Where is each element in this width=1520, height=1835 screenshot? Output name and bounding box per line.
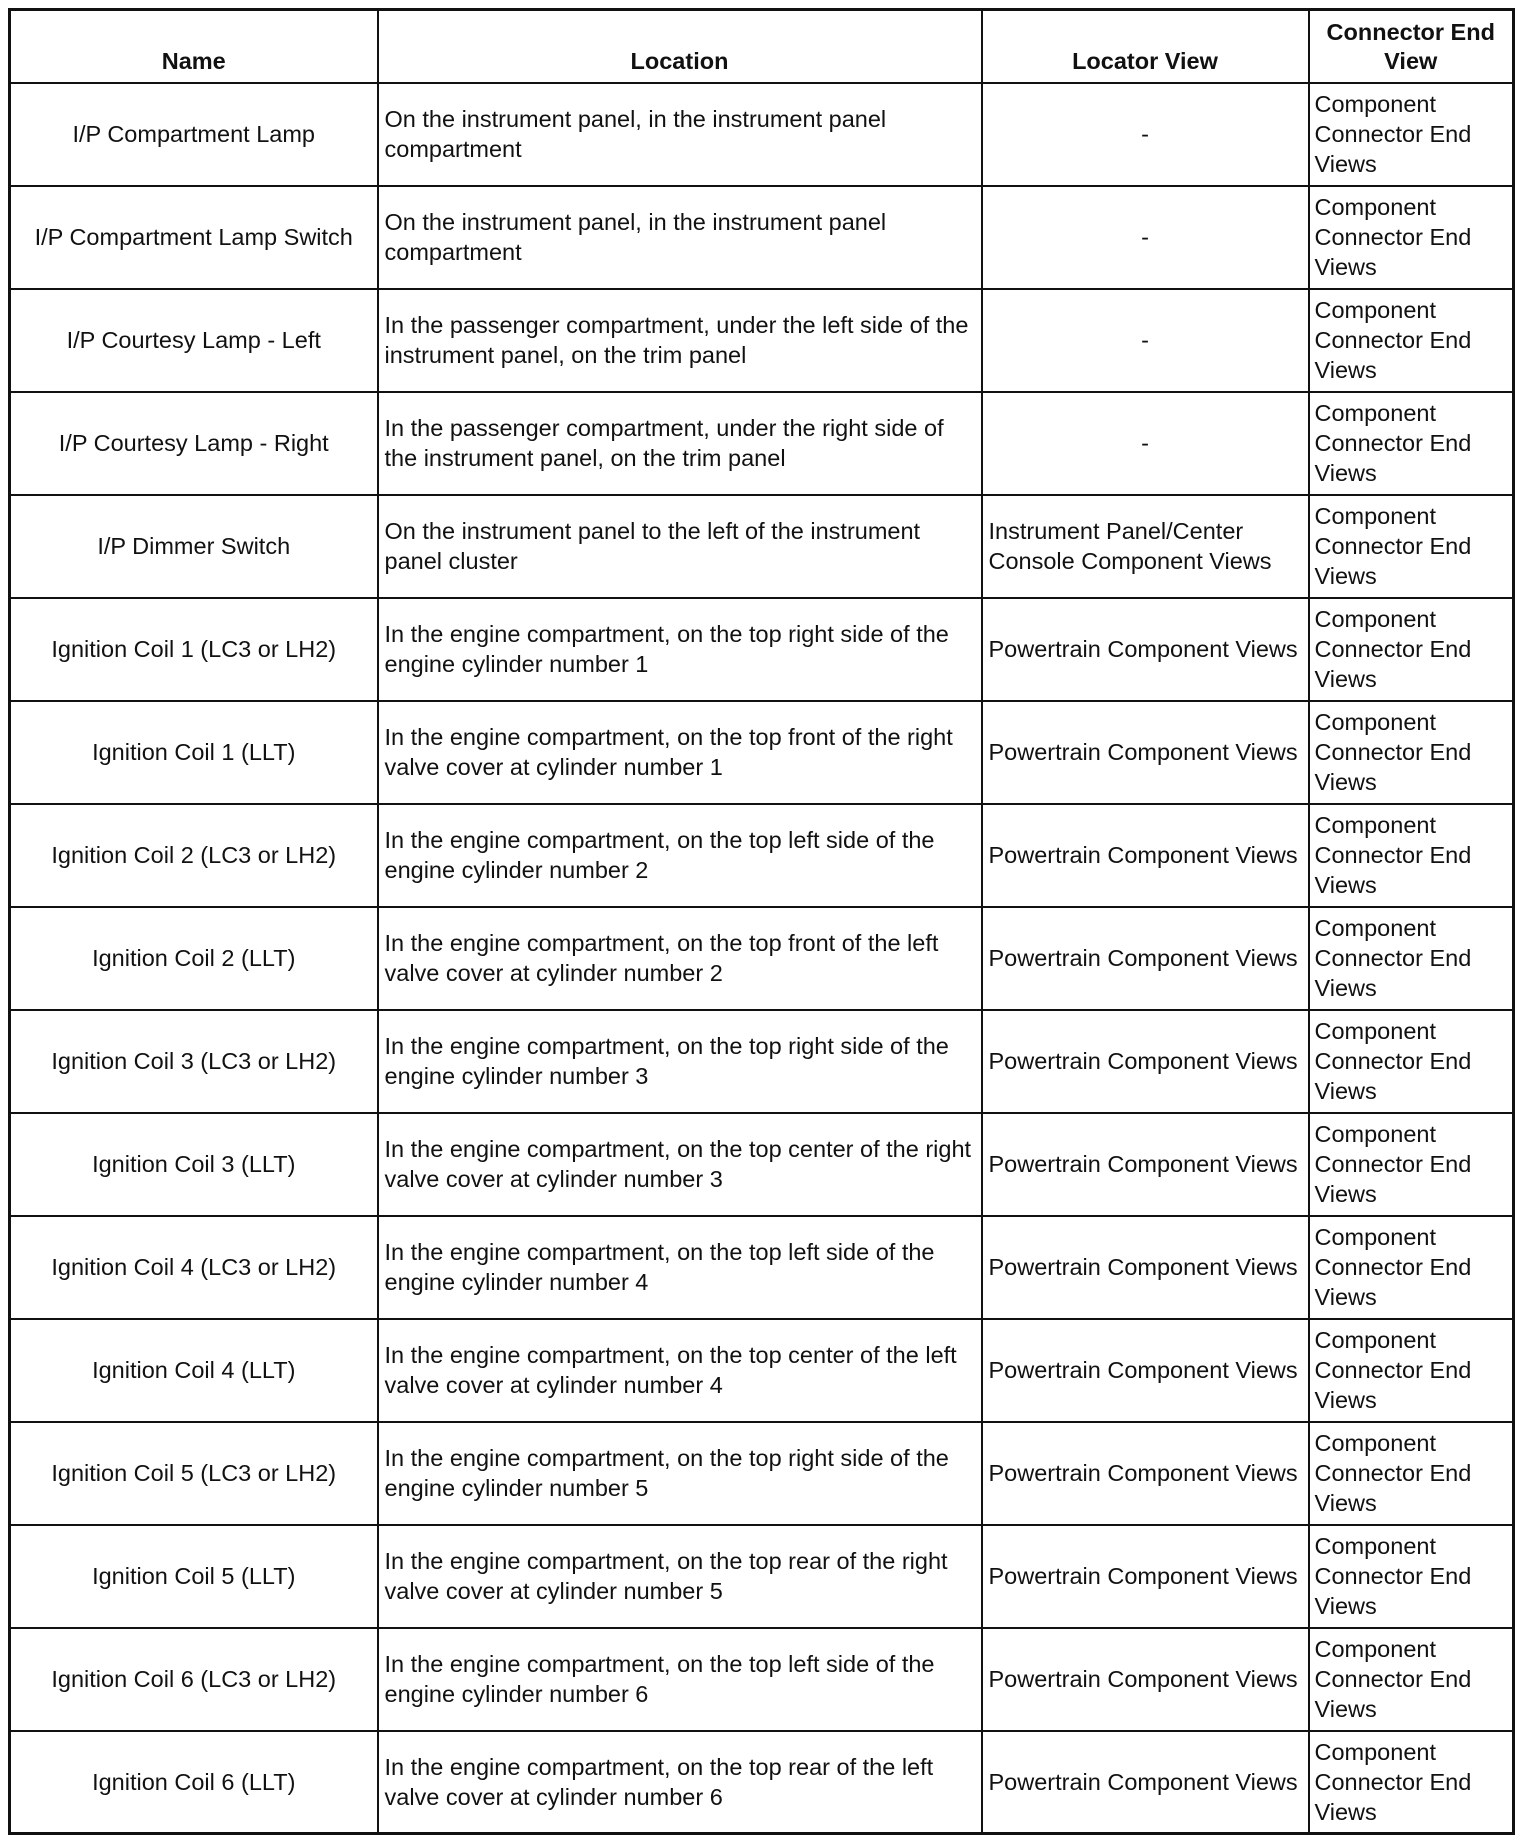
cell-locator-view: Powertrain Component Views [982,1113,1309,1216]
table-row [10,289,1514,392]
table-row [10,1216,1514,1319]
cell-name: Ignition Coil 2 (LLT) [10,907,378,1010]
table-row [10,392,1514,495]
cell-location: In the engine compartment, on the top front of the left valve cover at cylinder number 2 [378,907,982,1010]
cell-locator-view: Powertrain Component Views [982,1731,1309,1834]
table-row [10,598,1514,701]
cell-name: I/P Compartment Lamp Switch [10,186,378,289]
column-header-name: Name [10,10,378,83]
cell-locator-view: - [982,186,1309,289]
table-row [10,1010,1514,1113]
cell-connector-end-view: Component Connector End Views [1309,701,1514,804]
cell-name: Ignition Coil 3 (LC3 or LH2) [10,1010,378,1113]
cell-name: I/P Courtesy Lamp - Right [10,392,378,495]
cell-location: In the engine compartment, on the top center of the right valve cover at cylinder number 3 [378,1113,982,1216]
cell-name: Ignition Coil 6 (LC3 or LH2) [10,1628,378,1731]
cell-connector-end-view: Component Connector End Views [1309,1216,1514,1319]
cell-location: In the passenger compartment, under the right side of the instrument panel, on the trim panel [378,392,982,495]
cell-location: In the engine compartment, on the top left side of the engine cylinder number 6 [378,1628,982,1731]
table-row [10,804,1514,907]
cell-locator-view: Powertrain Component Views [982,598,1309,701]
cell-connector-end-view: Component Connector End Views [1309,83,1514,186]
cell-location: In the engine compartment, on the top rear of the right valve cover at cylinder number 5 [378,1525,982,1628]
cell-connector-end-view: Component Connector End Views [1309,392,1514,495]
cell-locator-view: Powertrain Component Views [982,1422,1309,1525]
cell-name: I/P Compartment Lamp [10,83,378,186]
cell-locator-view: Instrument Panel/Center Console Component Views [982,495,1309,598]
cell-locator-view: Powertrain Component Views [982,1628,1309,1731]
cell-name: Ignition Coil 5 (LC3 or LH2) [10,1422,378,1525]
cell-location: In the engine compartment, on the top left side of the engine cylinder number 4 [378,1216,982,1319]
cell-location: In the engine compartment, on the top left side of the engine cylinder number 2 [378,804,982,907]
cell-connector-end-view: Component Connector End Views [1309,1010,1514,1113]
component-locator-table-container [8,8,1512,1835]
cell-location: In the engine compartment, on the top right side of the engine cylinder number 5 [378,1422,982,1525]
cell-connector-end-view: Component Connector End Views [1309,1319,1514,1422]
cell-name: Ignition Coil 4 (LLT) [10,1319,378,1422]
cell-locator-view: Powertrain Component Views [982,1216,1309,1319]
table-row [10,1731,1514,1834]
cell-connector-end-view: Component Connector End Views [1309,1525,1514,1628]
cell-connector-end-view: Component Connector End Views [1309,186,1514,289]
cell-location: On the instrument panel, in the instrument panel compartment [378,186,982,289]
column-header-locator-view: Locator View [982,10,1309,83]
table-row [10,701,1514,804]
table-row [10,1525,1514,1628]
cell-location: In the passenger compartment, under the left side of the instrument panel, on the trim panel [378,289,982,392]
cell-name: Ignition Coil 5 (LLT) [10,1525,378,1628]
table-row [10,907,1514,1010]
table-row [10,186,1514,289]
cell-locator-view: - [982,289,1309,392]
cell-connector-end-view: Component Connector End Views [1309,1731,1514,1834]
cell-locator-view: Powertrain Component Views [982,1319,1309,1422]
cell-location: In the engine compartment, on the top right side of the engine cylinder number 3 [378,1010,982,1113]
cell-locator-view: Powertrain Component Views [982,1525,1309,1628]
cell-name: Ignition Coil 4 (LC3 or LH2) [10,1216,378,1319]
cell-connector-end-view: Component Connector End Views [1309,495,1514,598]
cell-location: On the instrument panel, in the instrument panel compartment [378,83,982,186]
cell-location: On the instrument panel to the left of the instrument panel cluster [378,495,982,598]
cell-location: In the engine compartment, on the top front of the right valve cover at cylinder number 1 [378,701,982,804]
table-row [10,83,1514,186]
cell-name: Ignition Coil 6 (LLT) [10,1731,378,1834]
cell-location: In the engine compartment, on the top rear of the left valve cover at cylinder number 6 [378,1731,982,1834]
cell-connector-end-view: Component Connector End Views [1309,804,1514,907]
cell-connector-end-view: Component Connector End Views [1309,907,1514,1010]
cell-locator-view: Powertrain Component Views [982,701,1309,804]
cell-connector-end-view: Component Connector End Views [1309,1113,1514,1216]
cell-connector-end-view: Component Connector End Views [1309,1628,1514,1731]
table-header [10,10,1514,83]
cell-locator-view: - [982,392,1309,495]
table-row [10,1113,1514,1216]
column-header-location: Location [378,10,982,83]
table-body [10,83,1514,1834]
cell-connector-end-view: Component Connector End Views [1309,1422,1514,1525]
cell-connector-end-view: Component Connector End Views [1309,598,1514,701]
header-row [10,10,1514,83]
cell-name: Ignition Coil 1 (LC3 or LH2) [10,598,378,701]
cell-name: Ignition Coil 2 (LC3 or LH2) [10,804,378,907]
table-row [10,495,1514,598]
cell-name: I/P Courtesy Lamp - Left [10,289,378,392]
cell-name: Ignition Coil 1 (LLT) [10,701,378,804]
cell-locator-view: Powertrain Component Views [982,804,1309,907]
cell-locator-view: Powertrain Component Views [982,1010,1309,1113]
cell-location: In the engine compartment, on the top right side of the engine cylinder number 1 [378,598,982,701]
cell-name: I/P Dimmer Switch [10,495,378,598]
column-header-connector-end-view: Connector End View [1309,10,1514,83]
component-locator-table [8,8,1515,1835]
cell-locator-view: Powertrain Component Views [982,907,1309,1010]
table-row [10,1319,1514,1422]
table-row [10,1422,1514,1525]
cell-locator-view: - [982,83,1309,186]
table-row [10,1628,1514,1731]
cell-location: In the engine compartment, on the top center of the left valve cover at cylinder number 4 [378,1319,982,1422]
cell-name: Ignition Coil 3 (LLT) [10,1113,378,1216]
cell-connector-end-view: Component Connector End Views [1309,289,1514,392]
